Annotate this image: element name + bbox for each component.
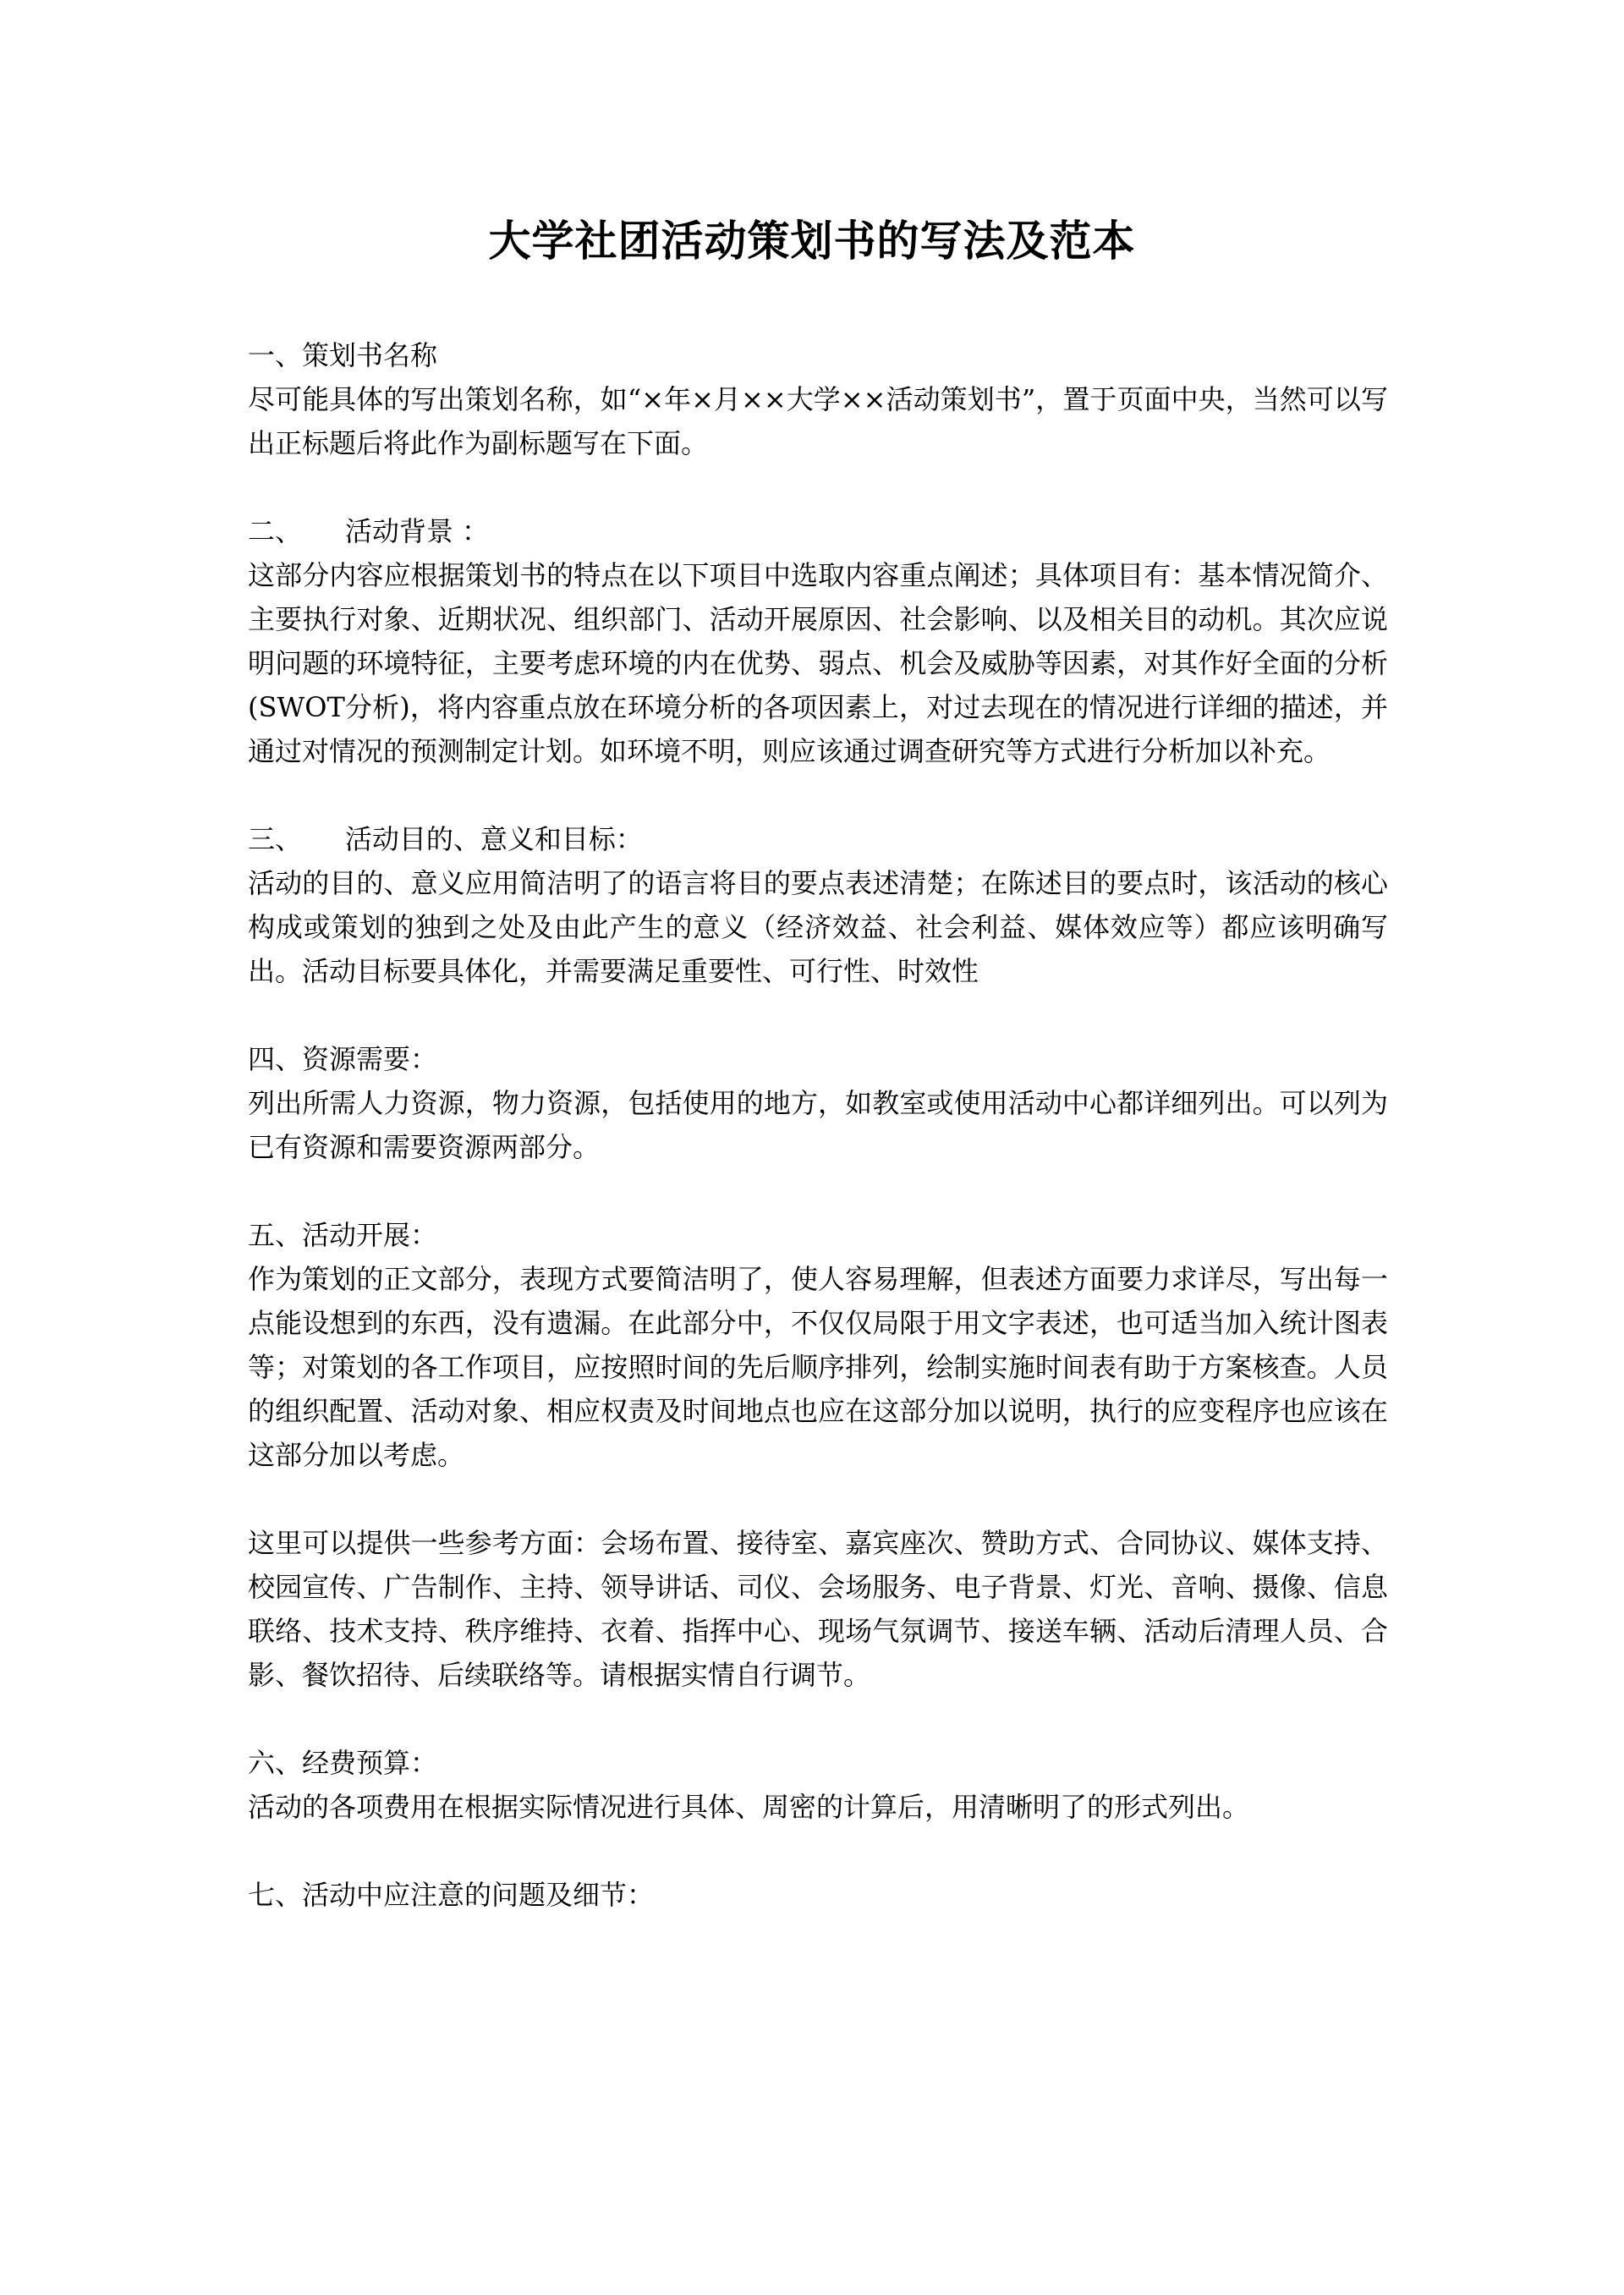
section-paragraph: 这里可以提供一些参考方面：会场布置、接待室、嘉宾座次、赞助方式、合同协议、媒体支持、校园宣传、广告制作、主持、领导讲话、司仪、会场服务、电子背景、灯光、音响、摄像、信息联络、技术支持、秩序维持、衣着、指挥中心、现场气氛调节、接送车辆、活动后清理人员、合影、餐饮招待、后续联络等。请根据实情自行调节。	[248, 1527, 1388, 1691]
section-paragraph: 活动的目的、意义应用简洁明了的语言将目的要点表述清楚；在陈述目的要点时，该活动的核心构成或策划的独到之处及由此产生的意义（经济效益、社会利益、媒体效应等）都应该明确写出。活动目标要具体化，并需要满足重要性、可行性、时效性	[248, 867, 1388, 987]
section-heading: 四、资源需要：	[248, 1043, 438, 1075]
section-heading: 一、策划书名称	[248, 339, 438, 371]
document-body	[248, 333, 1388, 1917]
document-title: 大学社团活动策划书的写法及范本	[488, 216, 1136, 266]
section-notes	[248, 1873, 1388, 1917]
section-paragraph: 活动的各项费用在根据实际情况进行具体、周密的计算后，用清晰明了的形式列出。	[248, 1791, 1250, 1823]
section-paragraph: 这部分内容应根据策划书的特点在以下项目中选取内容重点阐述；具体项目有：基本情况简介、主要执行对象、近期状况、组织部门、活动开展原因、社会影响、以及相关目的动机。其次应说明问题的环境特征，主要考虑环境的内在优势、弱点、机会及威胁等因素，对其作好全面的分析(SWOT分析)，将内容重点放在环境分析的各项因素上，对过去现在的情况进行详细的描述，并通过对情况的预测制定计划。如环境不明，则应该通过调查研究等方式进行分析加以补充。	[248, 559, 1388, 767]
section-paragraph: 列出所需人力资源，物力资源，包括使用的地方，如教室或使用活动中心都详细列出。可以列为已有资源和需要资源两部分。	[248, 1087, 1388, 1163]
section-heading: 六、经费预算：	[248, 1747, 438, 1779]
section-activity	[248, 1213, 1388, 1697]
section-heading: 二、 活动背景 ：	[248, 515, 490, 547]
section-name	[248, 333, 1388, 465]
section-heading: 三、 活动目的、意义和目标：	[248, 823, 643, 855]
section-resources	[248, 1037, 1388, 1169]
section-heading: 五、活动开展：	[248, 1219, 438, 1251]
section-budget	[248, 1741, 1388, 1829]
section-paragraph: 作为策划的正文部分，表现方式要简洁明了，使人容易理解，但表述方面要力求详尽，写出每一点能设想到的东西，没有遗漏。在此部分中，不仅仅局限于用文字表述，也可适当加入统计图表等；对策划的各工作项目，应按照时间的先后顺序排列，绘制实施时间表有助于方案核查。人员的组织配置、活动对象、相应权责及时间地点也应在这部分加以说明，执行的应变程序也应该在这部分加以考虑。	[248, 1263, 1388, 1471]
section-paragraph: 尽可能具体的写出策划名称，如“×年×月××大学××活动策划书”，置于页面中央，当然可以写出正标题后将此作为副标题写在下面。	[248, 383, 1388, 459]
section-heading: 七、活动中应注意的问题及细节：	[248, 1879, 655, 1911]
section-background	[248, 509, 1388, 773]
section-purpose	[248, 817, 1388, 993]
